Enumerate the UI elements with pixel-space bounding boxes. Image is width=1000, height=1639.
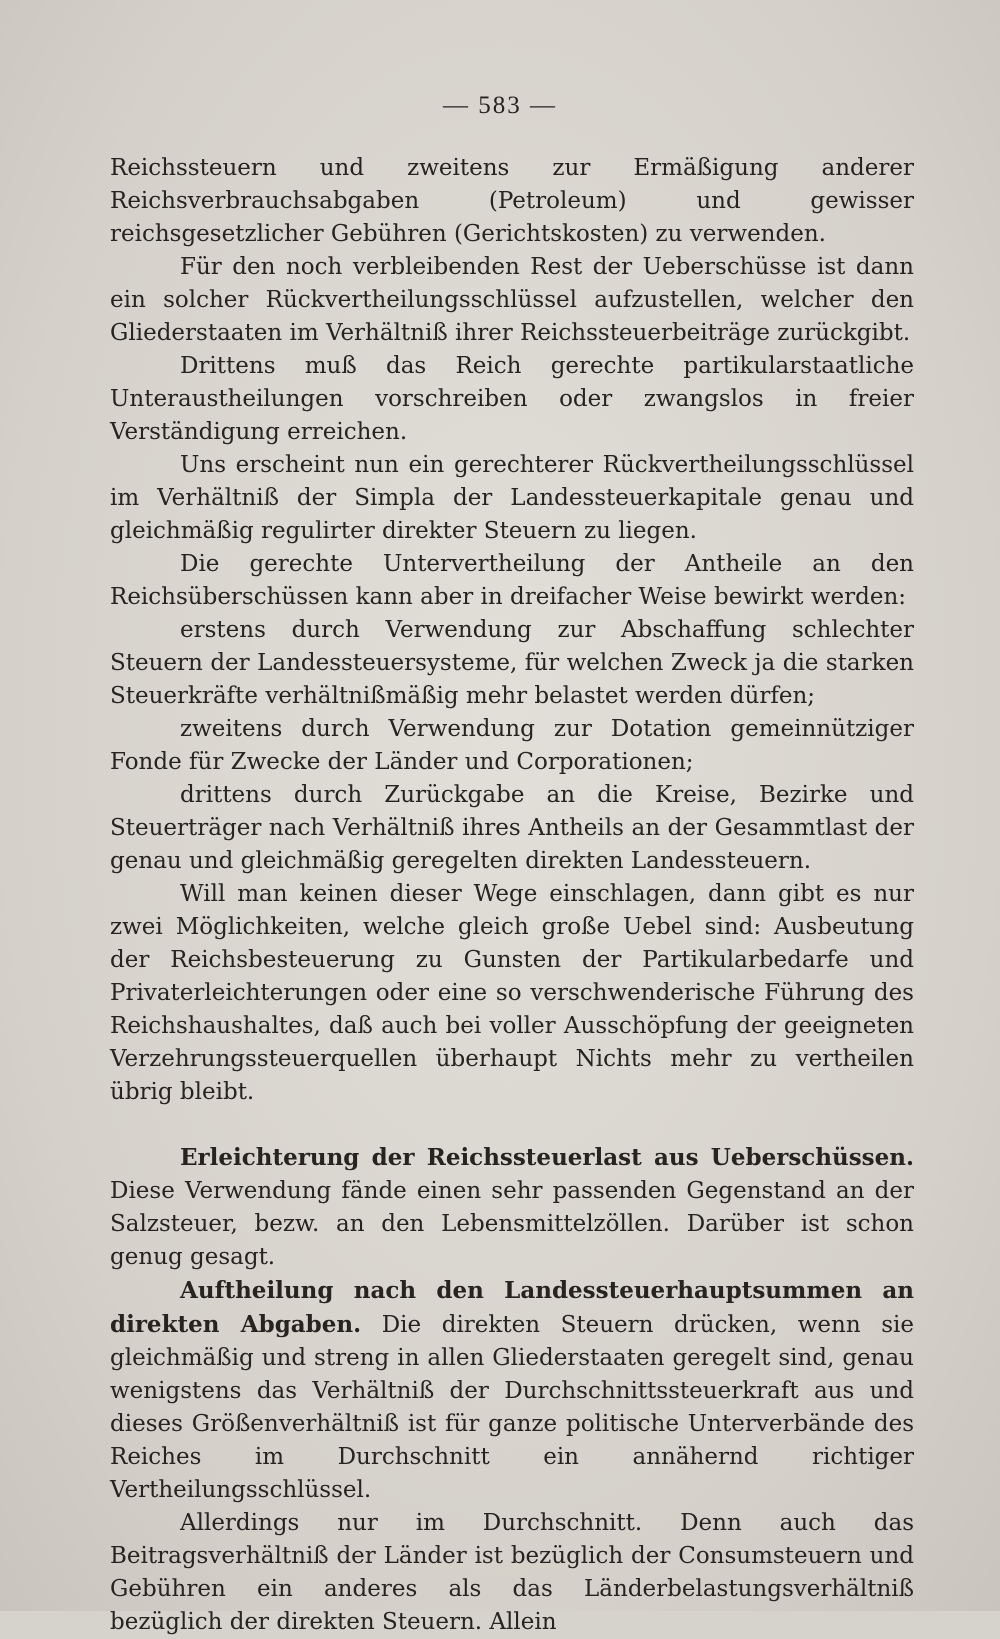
section-heading: Erleichterung der Reichssteuerlast aus Ueberschüssen.	[180, 1144, 914, 1171]
section-gap	[110, 1109, 914, 1141]
section-paragraph	[110, 1141, 914, 1274]
section-paragraph	[110, 1274, 914, 1507]
paragraph: Reichssteuern und zweitens zur Ermäßigung anderer Reichsverbrauchsabgaben (Petroleum) und gewisser reichsgesetzlicher Gebühren (Gerichtskosten) zu verwenden.	[110, 155, 914, 247]
paragraph: Für den noch verbleibenden Rest der Ueberschüsse ist dann ein solcher Rückvertheilungsschlüssel aufzustellen, welcher den Gliederstaaten im Verhältniß ihrer Reichssteuerbeiträge zurückgibt.	[110, 254, 914, 346]
section-text: Diese Verwendung fände einen sehr passenden Gegenstand an der Salzsteuer, bezw. an den Lebensmittelzöllen. Darüber ist schon genug gesagt.	[110, 1178, 914, 1270]
paragraph: Die gerechte Untervertheilung der Antheile an den Reichsüberschüssen kann aber in dreifacher Weise bewirkt werden:	[110, 551, 914, 610]
section-heading: Auftheilung nach den Landessteuerhauptsummen an direkten Abgaben.	[110, 1277, 914, 1338]
paragraph: Drittens muß das Reich gerechte partikularstaatliche Unteraustheilungen vorschreiben oder zwangslos in freier Verständigung erreichen.	[110, 353, 914, 445]
section-text: Die direkten Steuern drücken, wenn sie gleichmäßig und streng in allen Gliederstaaten geregelt sind, genau wenigstens das Verhältniß der Durchschnittssteuerkraft aus und dieses Größenverhältniß ist für ganze politische Unterverbände des Reiches im Durchschnitt ein annähernd richtiger Vertheilungsschlüssel.	[110, 1312, 915, 1503]
paragraph: Allerdings nur im Durchschnitt. Denn auch das Beitragsverhältniß der Länder ist bezüglich der Consumsteuern und Gebühren ein anderes als das Länderbelastungsverhältniß bezüglich der direkten Steuern. Allein	[110, 1510, 914, 1635]
paragraph: zweitens durch Verwendung zur Dotation gemeinnütziger Fonde für Zwecke der Länder und Corporationen;	[110, 716, 914, 775]
paragraph: Will man keinen dieser Wege einschlagen, dann gibt es nur zwei Möglichkeiten, welche gleich große Uebel sind: Ausbeutung der Reichsbesteuerung zu Gunsten der Partikularbedarfe und Privaterleichterungen oder eine so verschwenderische Führung des Reichshaushaltes, daß auch bei voller Ausschöpfung der geeigneten Verzehrungssteuerquellen überhaupt Nichts mehr zu vertheilen übrig bleibt.	[110, 881, 914, 1105]
paragraph: drittens durch Zurückgabe an die Kreise, Bezirke und Steuerträger nach Verhältniß ihres Antheils an der Gesammtlast der genau und gleichmäßig geregelten direkten Landessteuern.	[110, 782, 914, 874]
page-body	[110, 152, 914, 1639]
paragraph: Uns erscheint nun ein gerechterer Rückvertheilungsschlüssel im Verhältniß der Simpla der Landessteuerkapitale genau und gleichmäßig regulirter direkter Steuern zu liegen.	[110, 452, 914, 544]
page-number: — 583 —	[443, 92, 557, 119]
paragraph: erstens durch Verwendung zur Abschaffung schlechter Steuern der Landessteuersysteme, für welchen Zweck ja die starken Steuerkräfte verhältnißmäßig mehr belastet werden dürfen;	[110, 617, 914, 709]
